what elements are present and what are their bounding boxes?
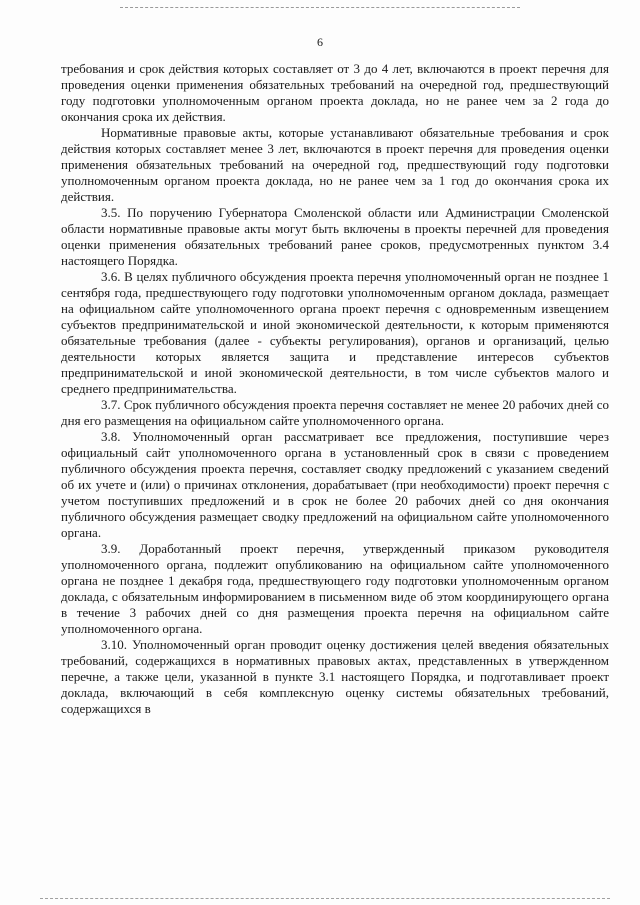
paragraph-3-8: 3.8. Уполномоченный орган рассматривает все предложения, поступившие через официальный сайт уполномоченного органа в установленный срок в связи с проведением публичного обсуждения проекта перечня, составляет сводку предложений с указанием сведений об их учете и (или) о причинах отклонения, дорабатывает (при необходимости) проект перечня с учетом поступивших предложений и в срок не более 20 рабочих дней со дня окончания публичного обсуждения размещает сводку предложений на официальном сайте уполномоченного органа. xyxy=(61,429,609,540)
paragraph-normative-acts: Нормативные правовые акты, которые устанавливают обязательные требования и срок действия которых составляет менее 3 лет, включаются в проект перечня для проведения оценки применения обязательных требований на очередной год, предшествующий году подготовки уполномоченным органом проекта доклада, но не ранее чем за 1 год до окончания срока их действия. xyxy=(61,125,609,204)
scan-edge-top xyxy=(120,7,520,8)
scan-edge-bottom xyxy=(40,898,610,899)
paragraph-3-7: 3.7. Срок публичного обсуждения проекта перечня составляет не менее 20 рабочих дней со дня его размещения на официальном сайте уполномоченного органа. xyxy=(61,397,609,428)
paragraph-3-6: 3.6. В целях публичного обсуждения проекта перечня уполномоченный орган не позднее 1 сентября года, предшествующего году подготовки уполномоченным органом доклада, размещает на официальном сайте уполномоченного органа проект перечня с одновременным извещением субъектов предпринимательской и иной экономической деятельности, к которым применяются обязательные требования (далее - субъекты регулирования), органов и организаций, целью деятельности которых является защита и представление интересов субъектов предпринимательской и иной экономической деятельности, в том числе субъектов малого и среднего предпринимательства. xyxy=(61,269,609,396)
paragraph-3-5: 3.5. По поручению Губернатора Смоленской области или Администрации Смоленской области нормативные правовые акты могут быть включены в проекты перечней для проведения оценки применения обязательных требований ранее сроков, предусмотренных пунктом 3.4 настоящего Порядка. xyxy=(61,205,609,268)
paragraph-3-10: 3.10. Уполномоченный орган проводит оценку достижения целей введения обязательных требований, содержащихся в нормативных правовых актах, представленных в утвержденном перечне, а также цели, указанной в пункте 3.1 настоящего Порядка, и подготавливает проект доклада, включающий в себя комплексную оценку системы обязательных требований, содержащихся в xyxy=(61,637,609,716)
paragraph-continuation: требования и срок действия которых составляет от 3 до 4 лет, включаются в проект перечня для проведения оценки применения обязательных требований на очередной год, предшествующий году подготовки уполномоченным органом проекта доклада, но не ранее чем за 2 года до окончания срока их действия. xyxy=(61,61,609,124)
paragraph-3-9: 3.9. Доработанный проект перечня, утвержденный приказом руководителя уполномоченного органа, подлежит опубликованию на официальном сайте уполномоченного органа не позднее 1 декабря года, предшествующего году подготовки уполномоченным органом доклада, с обязательным информированием в письменном виде об этом координирующего органа в течение 3 рабочих дней со дня размещения проекта перечня на официальном сайте уполномоченного органа. xyxy=(61,541,609,636)
document-body xyxy=(61,61,609,717)
page-number: 6 xyxy=(317,35,323,49)
